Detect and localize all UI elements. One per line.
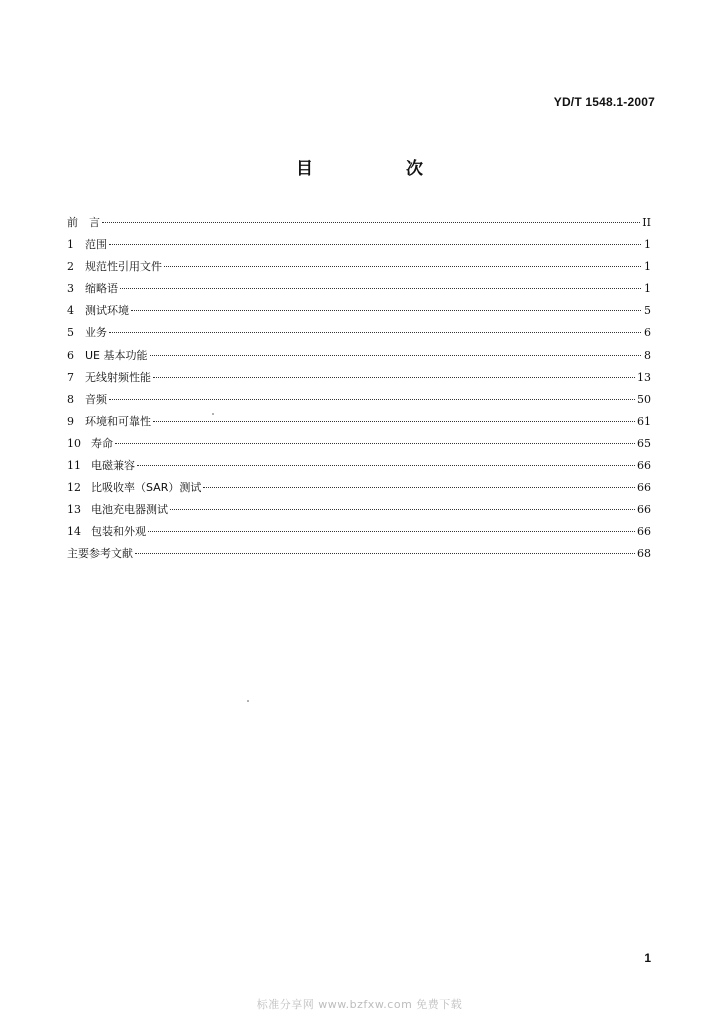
toc-dot-leader	[135, 553, 635, 554]
scan-speck	[247, 700, 249, 702]
toc-entry-label: 前 言	[67, 216, 100, 229]
toc-entry[interactable]	[67, 545, 651, 567]
toc-entry[interactable]	[67, 324, 651, 346]
toc-entry-number: 3	[67, 282, 74, 296]
toc-entry[interactable]	[67, 280, 651, 302]
toc-dot-leader	[115, 443, 635, 444]
toc-entry[interactable]	[67, 258, 651, 280]
toc-entry-number: 2	[67, 260, 74, 274]
toc-entry-label: 电磁兼容	[91, 459, 135, 473]
toc-entry-page: 66	[637, 481, 651, 495]
toc-dot-leader	[102, 222, 640, 223]
toc-entry-number: 9	[67, 414, 74, 428]
toc-entry-label: 业务	[85, 326, 107, 340]
toc-entry[interactable]	[67, 413, 651, 435]
standard-code: YD/T 1548.1-2007	[553, 95, 655, 109]
toc-entry-page: II	[642, 216, 651, 229]
toc-entry-label: 音频	[85, 392, 107, 406]
toc-entry[interactable]	[67, 457, 651, 479]
toc-dot-leader	[137, 465, 635, 466]
scan-speck	[212, 413, 214, 415]
toc-entry-page: 8	[644, 348, 651, 362]
toc-entry-label: 测试环境	[85, 304, 129, 318]
toc-entry-label: 规范性引用文件	[85, 260, 162, 274]
toc-entry-page: 1	[644, 282, 651, 296]
toc-entry[interactable]	[67, 501, 651, 523]
toc-dot-leader	[109, 332, 641, 333]
toc-entry-label: 范围	[85, 238, 107, 252]
toc-entry-number: 7	[67, 370, 74, 384]
toc-entry-label: 比吸收率（SAR）测试	[91, 481, 202, 495]
toc-dot-leader	[109, 244, 641, 245]
toc-entry[interactable]	[67, 479, 651, 501]
toc-entry-label: 环境和可靠性	[85, 414, 151, 428]
toc-entry[interactable]	[67, 236, 651, 258]
toc-dot-leader	[164, 266, 641, 267]
toc-entry-page: 65	[637, 436, 651, 450]
toc-entry-number: 14	[67, 525, 81, 539]
toc-entry-page: 66	[637, 459, 651, 473]
toc-entry-page: 6	[644, 326, 651, 340]
toc-entry-number: 6	[67, 348, 74, 362]
toc-entry-page: 1	[644, 238, 651, 252]
toc-entry-page: 68	[637, 547, 651, 561]
table-of-contents	[67, 214, 651, 568]
toc-entry-page: 13	[637, 370, 651, 384]
toc-dot-leader	[148, 531, 635, 532]
toc-entry-number: 13	[67, 503, 81, 517]
page-number: 1	[644, 951, 651, 965]
toc-entry-label: 寿命	[91, 436, 113, 450]
toc-dot-leader	[120, 288, 641, 289]
toc-entry-label: 电池充电器测试	[91, 503, 168, 517]
toc-dot-leader	[109, 399, 635, 400]
toc-entry-page: 61	[637, 414, 651, 428]
toc-entry[interactable]	[67, 347, 651, 369]
toc-entry-label: 主要参考文献	[67, 547, 133, 561]
toc-dot-leader	[153, 421, 635, 422]
toc-entry-page: 66	[637, 503, 651, 517]
toc-entry[interactable]	[67, 435, 651, 457]
toc-dot-leader	[150, 355, 642, 356]
toc-entry-page: 66	[637, 525, 651, 539]
toc-entry-label: 包装和外观	[91, 525, 146, 539]
toc-entry-label: 无线射频性能	[85, 370, 151, 384]
toc-entry-number: 8	[67, 392, 74, 406]
toc-dot-leader	[131, 310, 641, 311]
page-title: 目 次	[296, 159, 461, 179]
toc-entry[interactable]	[67, 523, 651, 545]
toc-dot-leader	[203, 487, 635, 488]
footer-watermark: 标准分享网 www.bzfxw.com 免费下载	[256, 998, 463, 1011]
toc-entry[interactable]	[67, 369, 651, 391]
toc-dot-leader	[153, 377, 635, 378]
toc-entry-number: 4	[67, 304, 74, 318]
toc-entry-number: 1	[67, 238, 74, 252]
toc-entry[interactable]	[67, 214, 651, 236]
toc-entry-label: 缩略语	[85, 282, 118, 296]
toc-entry-number: 12	[67, 481, 81, 495]
toc-entry-page: 5	[644, 304, 651, 318]
toc-entry-number: 5	[67, 326, 74, 340]
toc-dot-leader	[170, 509, 635, 510]
toc-entry[interactable]	[67, 302, 651, 324]
toc-entry-number: 10	[67, 436, 81, 450]
toc-entry-label: UE 基本功能	[85, 348, 148, 362]
toc-entry-number: 11	[67, 459, 81, 473]
toc-entry-page: 50	[637, 392, 651, 406]
toc-entry[interactable]	[67, 391, 651, 413]
toc-entry-page: 1	[644, 260, 651, 274]
